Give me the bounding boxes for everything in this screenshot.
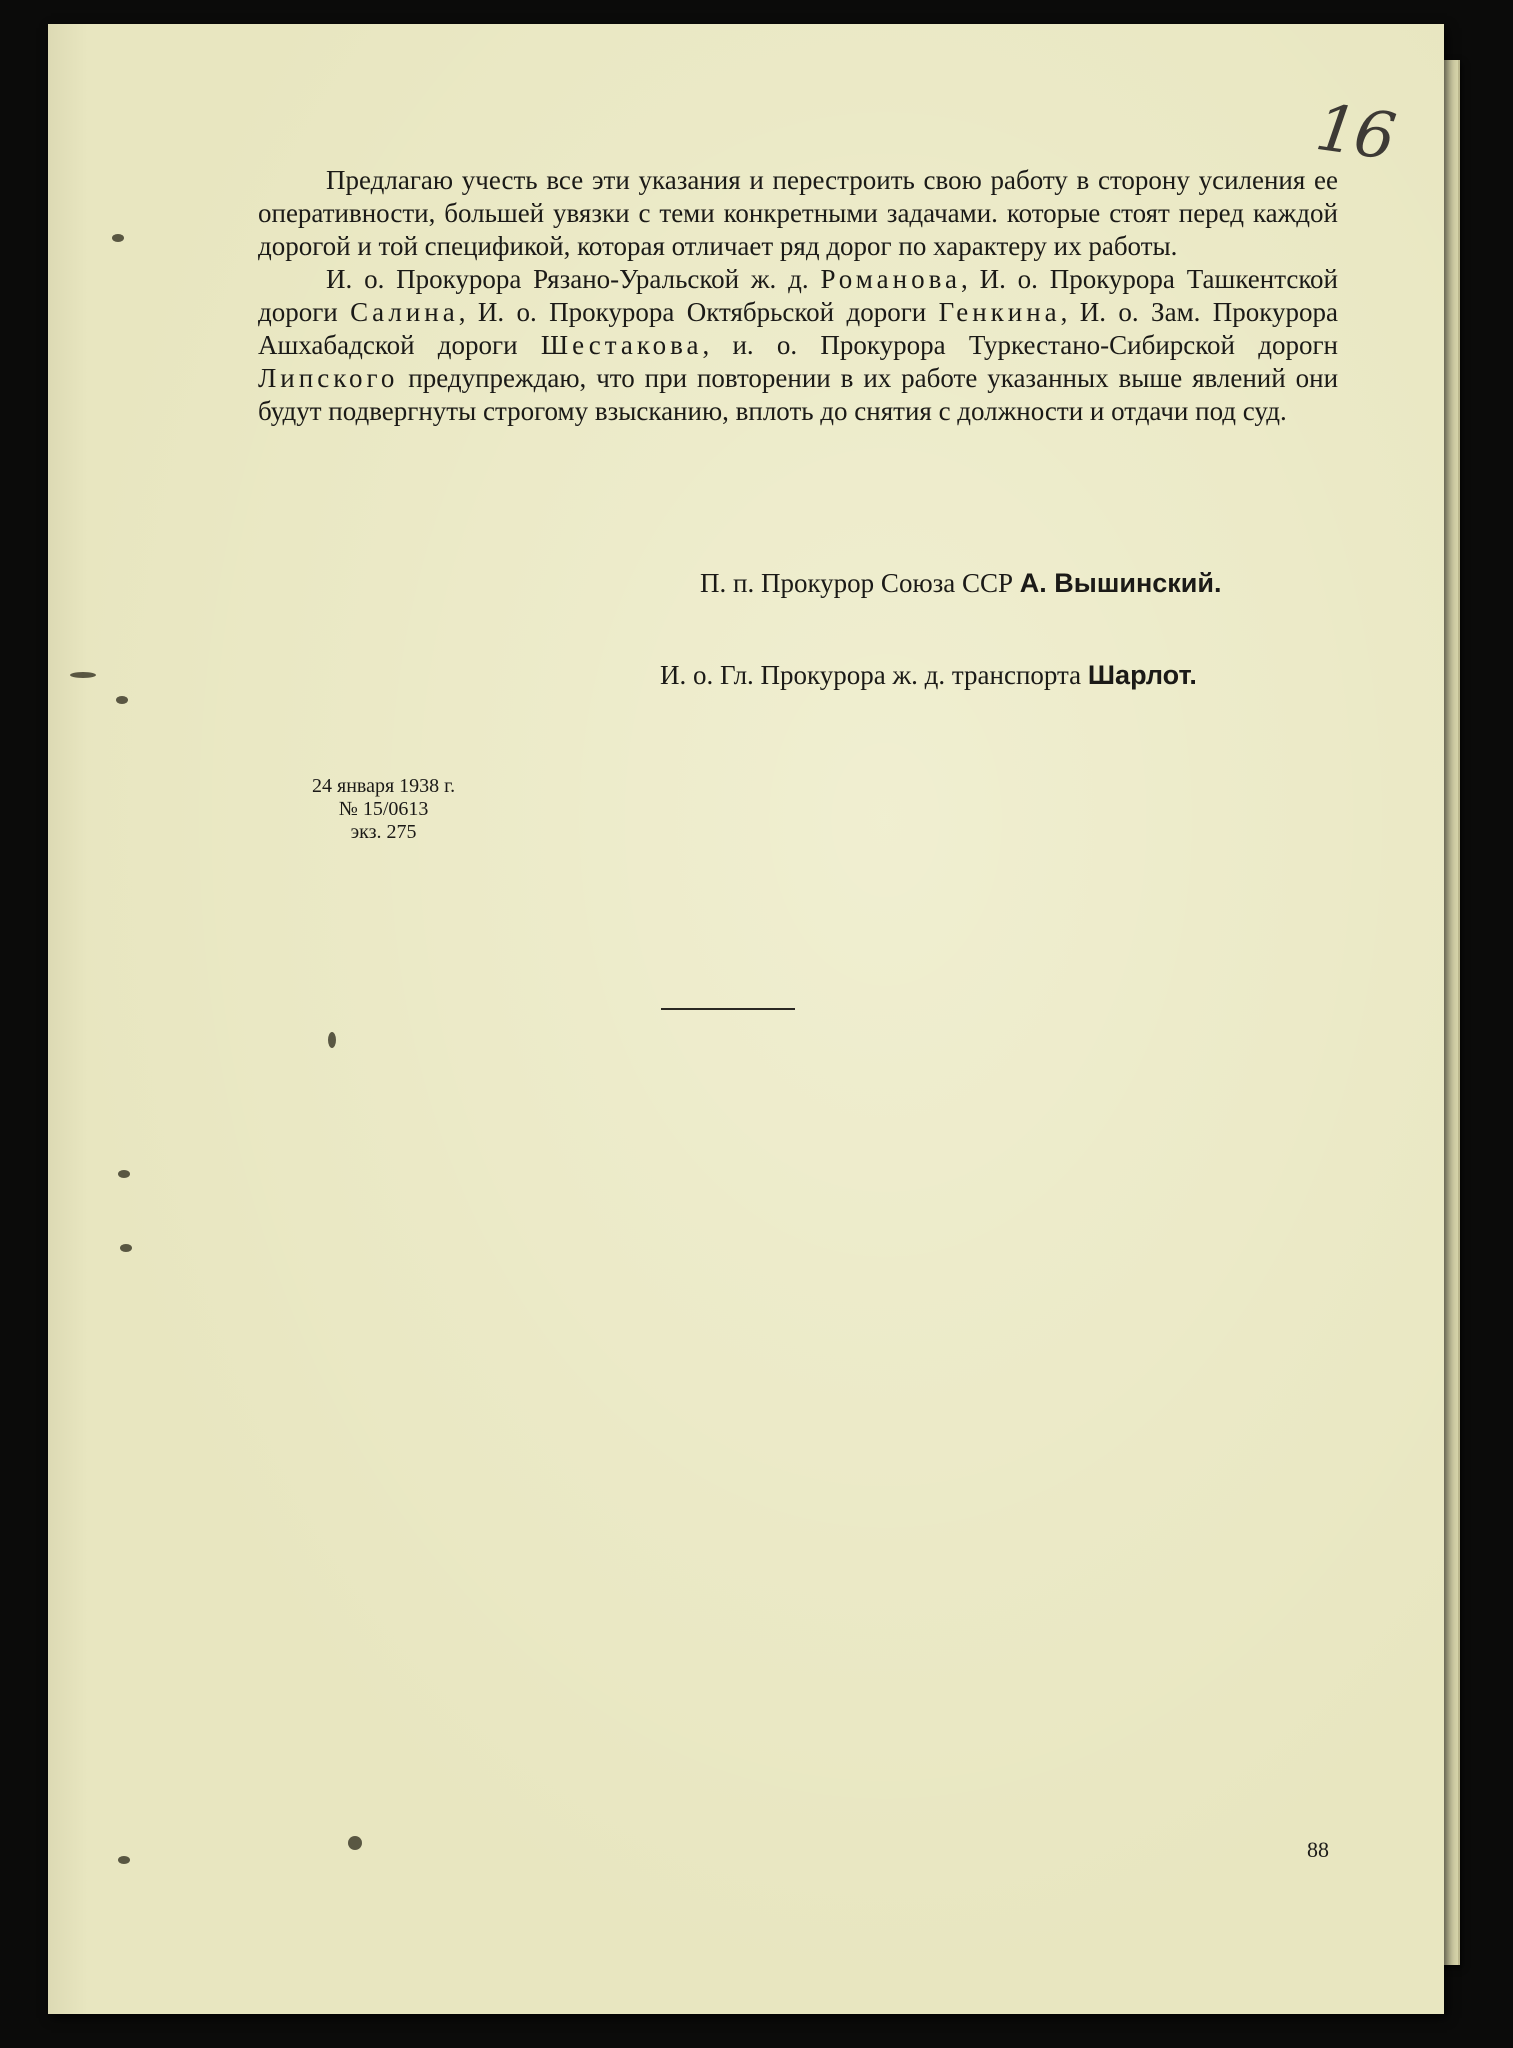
binding-hole-mark [70,672,96,678]
text-fragment: , И. о. Прокурора Октябрьской дороги [458,297,927,327]
text-fragment: И. о. Прокурора Рязано-Уральской ж. д. [326,264,809,294]
binding-hole-mark [328,1032,336,1048]
person-name: Шестакова [540,330,703,360]
document-body [258,164,1338,428]
handwritten-folio-number: 16 [1311,90,1399,176]
text-fragment: , и. о. Прокурора Туркестано-Сибирской дорогн [702,330,1338,360]
signature-line-rail-procurator [660,660,1197,691]
binding-hole-mark [120,1244,132,1252]
document-date: 24 января 1938 г. [312,775,456,797]
binding-hole-mark [112,234,124,242]
paragraph: Предлагаю учесть все эти указания и перестроить свою работу в сторону усиления ее оперативности, большей увязки с теми конкретными задачами. которые стоят перед каждой дорогой и той спецификой, которая отличает ряд дорог по характеру их работы. [258,165,1338,261]
person-name: Романова [820,264,961,294]
page-number: 88 [1307,1837,1329,1862]
binding-hole-mark [118,1170,130,1178]
closing-rule [661,1008,795,1010]
document-number: № 15/0613 [338,798,429,820]
text-fragment: предупреждаю, что при повторении в их работе указанных выше явлений они будут подвергнуты строгому взысканию, вплоть до снятия с должности и отдачи под суд. [258,363,1339,426]
signature-line-procurator [700,568,1222,599]
text-fragment: , И. о. Прокурора Ташкентской дороги [258,264,1339,327]
binding-hole-mark [116,696,128,704]
person-name: Генкина [938,297,1061,327]
copy-number: экз. 275 [350,821,417,843]
text-fragment: , И. о. Зам. Прокурора Ашхабадской дороги [258,297,1339,360]
signature-title: П. п. Прокурор Союза ССР [700,568,1014,598]
person-name: Липского [258,363,399,393]
signature-title: И. о. Гл. Прокурора ж. д. транспорта [660,660,1082,690]
person-name: Салина [350,297,459,327]
binding-hole-mark [348,1836,362,1850]
signature-name: А. Вышинский. [1019,568,1222,598]
binding-hole-mark [118,1856,130,1864]
signature-name: Шарлот. [1087,660,1197,690]
paragraph [258,263,1338,428]
document-meta [312,775,455,844]
